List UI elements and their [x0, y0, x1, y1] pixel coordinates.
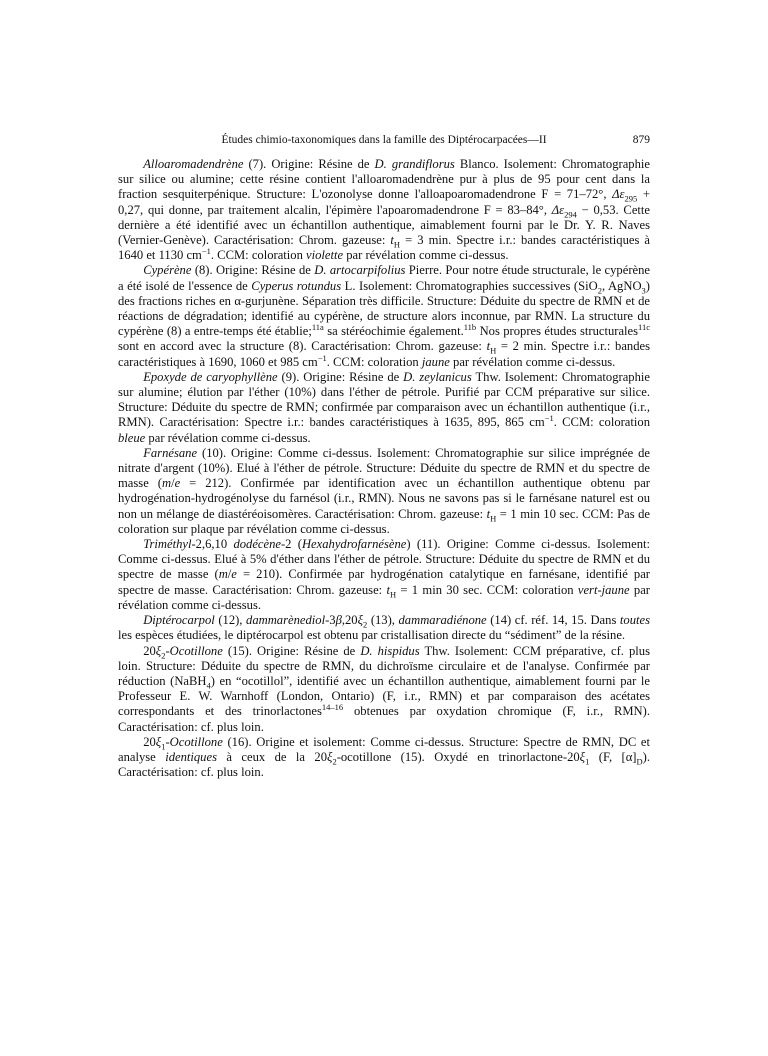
- body-text: [118, 157, 650, 780]
- paragraph-cyperene: Cypérène (8). Origine: Résine de D. artocarpifolius Pierre. Pour notre étude structurale, le cypérène a été isolé de l'essence de Cyperus rotundus L. Isolement: Chromatographies successives (SiO$_2$, AgNO$_3$) des fractions riches en α-gurjunène. Séparation très difficile. Structure: Déduite du spectre de RMN et de réactions de dégradation; identifié au cypérène, de structure alors inconnue, par RMN. La structure du cypérène (8) a entre-temps été établie;$^{11a}$ sa stéréochimie également.$^{11b}$ Nos propres études structurales$^{11c}$ sont en accord avec la structure (8). Caractérisation: Chrom. gazeuse: $t_H = 2$ min. Spectre i.r.: bandes caractéristiques à 1690, 1060 et 985 $cm^{-1}$. CCM: coloration jaune par révélation comme ci-dessus.: [118, 263, 650, 369]
- paragraph-farnesane: Farnésane (10). Origine: Comme ci-dessus. Isolement: Chromatographie sur silice imprégnée de nitrate d'argent (10%). Elué à l'éther de pétrole. Structure: Déduite du spectre de RMN et du spectre de masse (m/e = 212). Confirmée par identification avec un échantillon authentique obtenu par hydrogénation-hydrogénolyse du farnésol (i.r., RMN). Nous ne savons pas si le farnésane naturel est ou non un mélange de diastéréoisomères. Caractérisation: Chrom. gazeuse: $t_H = 1$ min 10 sec. CCM: Pas de coloration sur plaque par révélation comme ci-dessus.: [118, 445, 650, 536]
- running-title: Études chimio-taxonomiques dans la famille des Diptérocarpacées—II: [221, 134, 547, 146]
- page-number: 879: [632, 134, 650, 146]
- paragraph-alloaromadendrene: Alloaromadendrène (7). Origine: Résine de D. grandiflorus Blanco. Isolement: Chromatographie sur silice ou alumine; cette résine contient l'alloaromadendrène pur à plus de 95 pour cent dans la fraction sesquiterpénique. Structure: L'ozonolyse donne l'alloapoaromadendrone F = 71–72°, $\Delta\varepsilon_{295} + 0,27$, qui donne, par traitement alcalin, l'épimère l'apoaromadendrone F = 83–84°, $\Delta\varepsilon_{294} - 0,53$. Cette dernière a été identifié avec un échantillon authentique, aimablement fourni par le Dr. Y. R. Naves (Vernier-Genève). Caractérisation: Chrom. gazeuse: $t_H = 3$ min. Spectre i.r.: bandes caractéristiques à 1640 et 1130 $cm^{-1}$. CCM: coloration violette par révélation comme ci-dessus.: [118, 157, 650, 263]
- paragraph-ocotillone-xi1: $20\xi_1$-Ocotillone (16). Origine et isolement: Comme ci-dessus. Structure: Spectre de RMN, DC et analyse identiques à ceux de la $20\xi_2$-ocotillone (15). Oxydé en trinorlactone-$20\xi_1$ (F, $[\alpha]_D$). Caractérisation: cf. plus loin.: [118, 734, 650, 780]
- paragraph-ocotillone-xi2: $20\xi_2$-Ocotillone (15). Origine: Résine de D. hispidus Thw. Isolement: CCM préparative, cf. plus loin. Structure: Déduite du spectre de RMN, du dichroïsme circulaire et de l'analyse. Confirmée par réduction (NaBH$_4$) en “ocotillol”, identifié avec un échantillon authentique, aimablement fourni par le Professeur E. W. Warnhoff (London, Ontario) (F, i.r., RMN) et par comparaison des acétates correspondants et des trinorlactones$^{14-16}$ obtenues par oxydation chromique (F, i.r., RMN). Caractérisation: cf. plus loin.: [118, 643, 650, 734]
- paragraph-dipterocarpol: Diptérocarpol (12), dammarènediol-$3\beta,20\xi_2$ (13), dammaradiénone (14) cf. réf. 14, 15. Dans toutes les espèces étudiées, le diptérocarpol est obtenu par cristallisation directe du “sédiment” de la résine.: [118, 613, 650, 643]
- paragraph-caryophyllene-epoxide: Epoxyde de caryophyllène (9). Origine: Résine de D. zeylanicus Thw. Isolement: Chromatographie sur alumine; élution par l'éther (10%) dans l'éther de pétrole. Purifié par CCM préparative sur silice. Structure: Déduite du spectre de RMN; confirmée par comparaison avec un échantillon authentique (i.r., RMN). Caractérisation: Spectre i.r.: bandes caractéristiques à 1635, 895, 865 $cm^{-1}$. CCM: coloration bleue par révélation comme ci-dessus.: [118, 369, 650, 445]
- paragraph-trimethyl-dodecene: Triméthyl-2,6,10 dodécène-2 (Hexahydrofarnésène) (11). Origine: Comme ci-dessus. Isolement: Comme ci-dessus. Elué à 5% d'éther dans l'éther de pétrole. Structure: Déduite du spectre de RMN et du spectre de masse (m/e = 210). Confirmée par hydrogénation catalytique en farnésane, identifié par spectre de masse. Caractérisation: Chrom. gazeuse: $t_H = 1$ min 30 sec. CCM: coloration vert-jaune par révélation comme ci-dessus.: [118, 537, 651, 612]
